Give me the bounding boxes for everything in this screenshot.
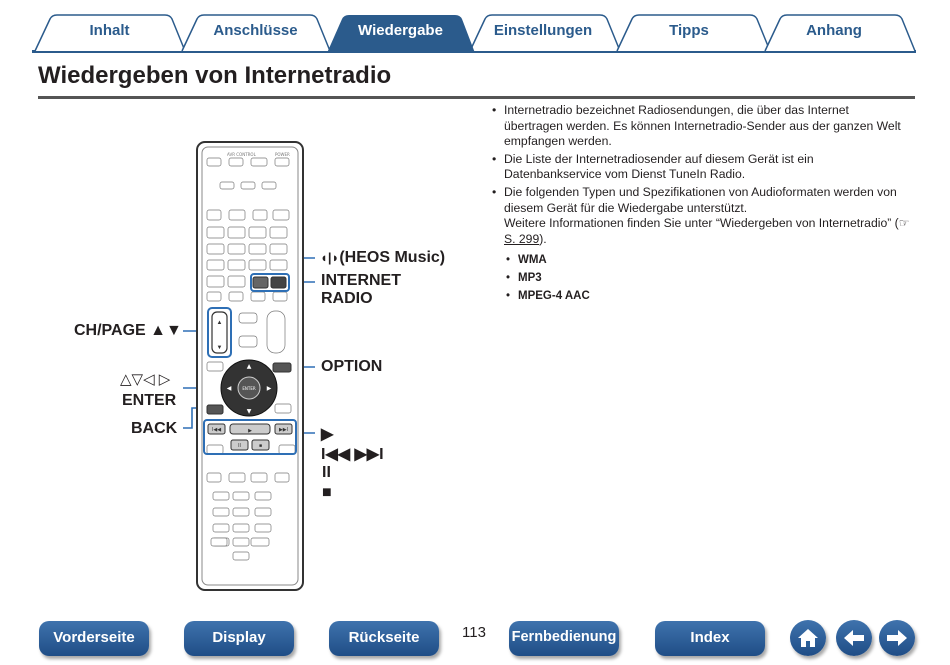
internet-radio-callout-line2: RADIO xyxy=(321,290,373,307)
nav-display-button[interactable]: Display xyxy=(184,621,294,656)
enter-callout: ENTER xyxy=(122,392,177,409)
nav-front-panel-button[interactable]: Vorderseite xyxy=(39,621,149,656)
remote-control-illustration xyxy=(195,140,305,592)
page-number: 113 xyxy=(462,624,486,641)
previous-page-button[interactable] xyxy=(836,620,872,656)
format-item: • MPEG-4 AAC xyxy=(504,287,910,305)
tab-einstellungen[interactable]: Einstellungen xyxy=(493,22,593,39)
svg-text:II: II xyxy=(238,443,241,449)
pause-callout: II xyxy=(322,464,331,481)
svg-text:▲: ▲ xyxy=(246,363,252,370)
remote-avr-control-label: AVR CONTROL xyxy=(227,152,256,157)
nav-index-button[interactable]: Index xyxy=(655,621,765,656)
svg-text:▲: ▲ xyxy=(216,320,223,326)
internet-radio-callout-line1: INTERNET xyxy=(321,272,401,289)
heos-music-callout: ◖|◗(HEOS Music) xyxy=(320,249,446,266)
tab-wiedergabe[interactable]: Wiedergabe xyxy=(358,22,443,39)
bullet-text: Die folgenden Typen und Spezifikationen von Audioformaten werden von diesem Gerät für die Wiedergabe unterstützt. xyxy=(504,184,897,215)
svg-text:■: ■ xyxy=(258,443,263,449)
svg-text:▶: ▶ xyxy=(266,385,272,392)
skip-callout: I◀◀ ▶▶I xyxy=(321,446,384,463)
reference-close: ). xyxy=(539,231,547,246)
nav-remote-button[interactable]: Fernbedienung xyxy=(509,621,619,656)
home-icon xyxy=(790,620,826,656)
svg-text:ENTER: ENTER xyxy=(242,386,256,391)
svg-text:I◀◀: I◀◀ xyxy=(211,427,222,433)
nav-rear-panel-button[interactable]: Rückseite xyxy=(329,621,439,656)
arrow-left-icon xyxy=(836,620,872,656)
back-callout: BACK xyxy=(131,420,178,437)
next-page-button[interactable] xyxy=(879,620,915,656)
format-item: • WMA xyxy=(504,251,910,269)
tab-inhalt[interactable]: Inhalt xyxy=(89,22,130,39)
svg-text:▼: ▼ xyxy=(216,345,223,351)
svg-text:▶: ▶ xyxy=(248,428,252,434)
play-callout: ▶ xyxy=(321,426,334,443)
svg-text:▶▶I: ▶▶I xyxy=(278,427,289,433)
heos-icon: ◖|◗ xyxy=(320,250,340,265)
tab-anschluesse[interactable]: Anschlüsse xyxy=(213,22,298,39)
arrow-right-icon xyxy=(879,620,915,656)
tab-anhang[interactable]: Anhang xyxy=(806,22,862,39)
page-reference-link[interactable]: S. 299 xyxy=(504,231,540,246)
svg-text:▼: ▼ xyxy=(246,408,252,415)
option-callout: OPTION xyxy=(321,358,383,375)
stop-callout: ■ xyxy=(322,484,332,501)
more-info-text: Weitere Informationen finden Sie unter “Wiedergeben von Internetradio” ( xyxy=(504,216,899,231)
page-title: Wiedergeben von Internetradio xyxy=(38,62,392,89)
ch-page-callout: CH/PAGE ▲▼ xyxy=(74,322,182,339)
bullet-item: • Die Liste der Internetradiosender auf diesem Gerät ist ein Datenbankservice vom Dienst TuneIn Radio. xyxy=(490,152,910,183)
tab-tipps[interactable]: Tipps xyxy=(669,22,709,39)
home-button[interactable] xyxy=(790,620,826,656)
pointing-hand-icon: ☞ xyxy=(898,216,910,231)
format-item: • MP3 xyxy=(504,269,910,287)
bullet-item: • Internetradio bezeichnet Radiosendungen, die über das Internet übertragen werden. Es können Internetradio-Sender aus der ganzen Welt empfangen werden. xyxy=(490,103,910,150)
svg-text:◀: ◀ xyxy=(226,385,232,392)
cursor-keys-callout: △▽◁ ▷ xyxy=(120,371,171,388)
svg-text:POWER: POWER xyxy=(275,152,290,157)
